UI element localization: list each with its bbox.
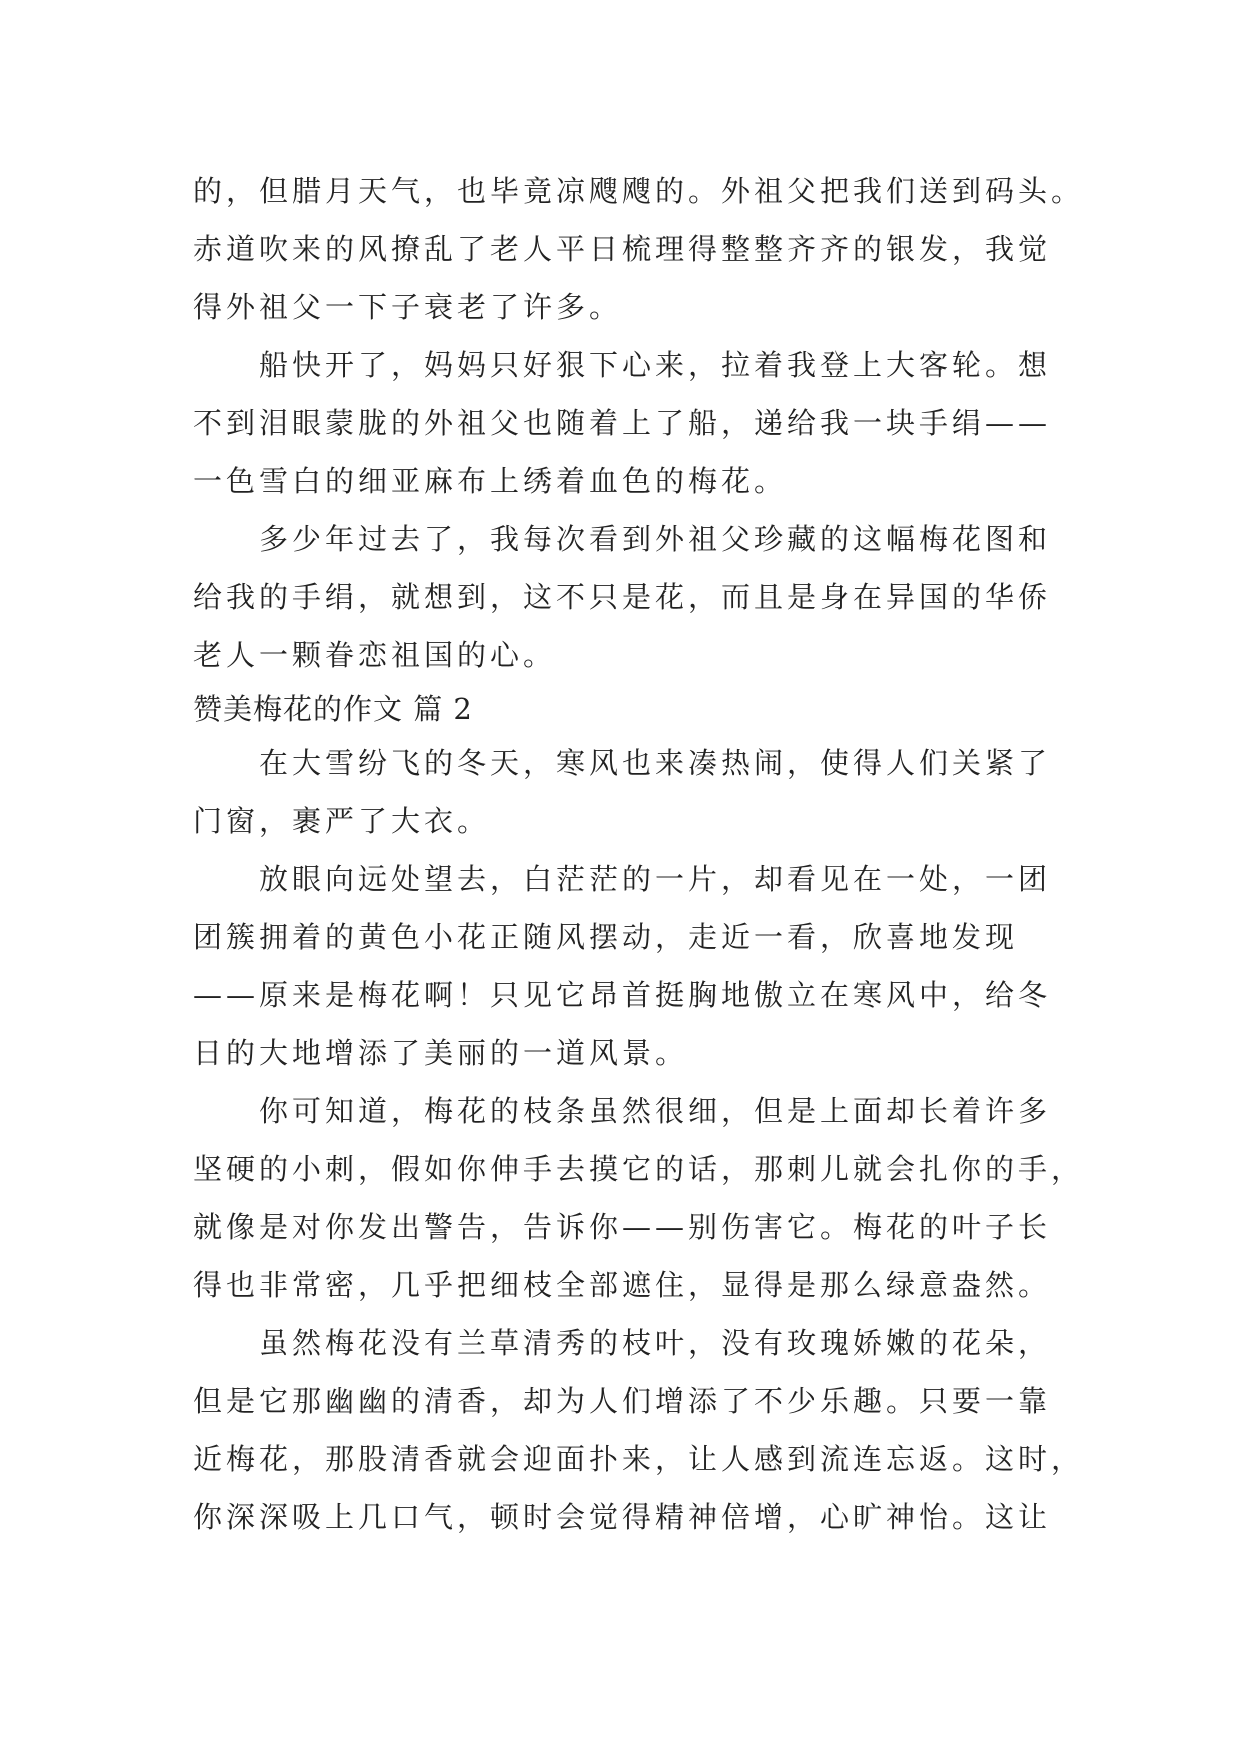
text-line: 你可知道，梅花的枝条虽然很细，但是上面却长着许多 — [193, 1094, 1052, 1128]
text-line: ——原来是梅花啊！只见它昂首挺胸地傲立在寒风中，给冬 — [193, 978, 1052, 1012]
text-line: 得也非常密，几乎把细枝全部遮住，显得是那么绿意盎然。 — [193, 1268, 1052, 1302]
text-line: 给我的手绢，就想到，这不只是花，而且是身在异国的华侨 — [193, 580, 1052, 614]
document-body — [193, 162, 1085, 1546]
text-line: 门窗，裹严了大衣。 — [193, 804, 491, 838]
text-line: 多少年过去了，我每次看到外祖父珍藏的这幅梅花图和 — [193, 522, 1052, 556]
text-line: 老人一颗眷恋祖国的心。 — [193, 638, 557, 672]
text-line: 你深深吸上几口气，顿时会觉得精神倍增，心旷神怡。这让 — [193, 1500, 1052, 1534]
text-line: 一色雪白的细亚麻布上绣着血色的梅花。 — [193, 464, 788, 498]
text-line: 团簇拥着的黄色小花正随风摆动，走近一看，欣喜地发现 — [193, 920, 1019, 954]
text-line: 赤道吹来的风撩乱了老人平日梳理得整整齐齐的银发，我觉 — [193, 232, 1052, 266]
text-line: 虽然梅花没有兰草清秀的枝叶，没有玫瑰娇嫩的花朵， — [193, 1326, 1052, 1360]
text-line: 放眼向远处望去，白茫茫的一片，却看见在一处，一团 — [193, 862, 1052, 896]
text-line: 但是它那幽幽的清香，却为人们增添了不少乐趣。只要一靠 — [193, 1384, 1052, 1418]
text-line: 在大雪纷飞的冬天，寒风也来凑热闹，使得人们关紧了 — [193, 746, 1052, 780]
section-heading: 赞美梅花的作文 篇 2 — [193, 692, 473, 726]
text-line: 得外祖父一下子衰老了许多。 — [193, 290, 623, 324]
text-line: 船快开了，妈妈只好狠下心来，拉着我登上大客轮。想 — [193, 348, 1052, 382]
text-line: 坚硬的小刺，假如你伸手去摸它的话，那刺儿就会扎你的手， — [193, 1152, 1085, 1186]
text-line: 就像是对你发出警告，告诉你——别伤害它。梅花的叶子长 — [193, 1210, 1052, 1244]
text-line: 不到泪眼蒙胧的外祖父也随着上了船，递给我一块手绢—— — [193, 406, 1052, 440]
text-line: 日的大地增添了美丽的一道风景。 — [193, 1036, 689, 1070]
text-line: 的，但腊月天气，也毕竟凉飕飕的。外祖父把我们送到码头。 — [193, 174, 1085, 208]
text-line: 近梅花，那股清香就会迎面扑来，让人感到流连忘返。这时， — [193, 1442, 1085, 1476]
